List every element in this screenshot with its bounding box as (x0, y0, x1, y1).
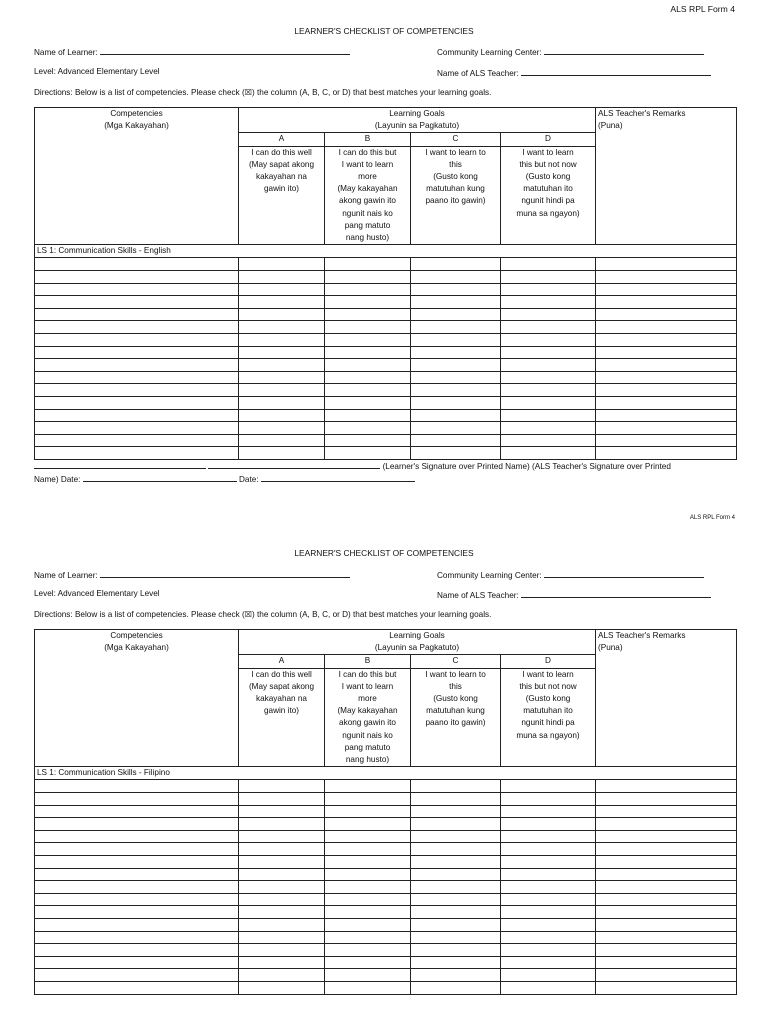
table-row (35, 780, 737, 793)
table-row (35, 258, 737, 271)
remarks-cell[interactable] (596, 918, 737, 931)
check-cell-d[interactable] (501, 893, 596, 906)
check-cell-c[interactable] (411, 258, 501, 271)
table-row (35, 881, 737, 894)
clc-label: Community Learning Center: (437, 48, 542, 57)
remarks-cell[interactable] (596, 956, 737, 969)
section-label: LS 1: Communication Skills - English (35, 245, 737, 258)
check-cell-c[interactable] (411, 780, 501, 793)
remarks-cell[interactable] (596, 334, 737, 347)
competency-cell[interactable] (35, 969, 239, 982)
check-cell-b[interactable] (325, 856, 411, 869)
check-cell-c[interactable] (411, 334, 501, 347)
col-a-letter: A (239, 655, 325, 668)
competency-cell[interactable] (35, 447, 239, 460)
remarks-cell[interactable] (596, 793, 737, 806)
remarks-cell[interactable] (596, 805, 737, 818)
check-cell-a[interactable] (239, 296, 325, 309)
check-cell-d[interactable] (501, 321, 596, 334)
check-cell-c[interactable] (411, 434, 501, 447)
check-cell-a[interactable] (239, 830, 325, 843)
table-row (35, 409, 737, 422)
check-cell-a[interactable] (239, 346, 325, 359)
table-row (35, 321, 737, 334)
check-cell-b[interactable] (325, 868, 411, 881)
competency-cell[interactable] (35, 944, 239, 957)
learner-date-blank[interactable] (83, 473, 237, 482)
competency-cell[interactable] (35, 830, 239, 843)
level-label: Level: Advanced Elementary Level (34, 67, 160, 76)
competency-cell[interactable] (35, 384, 239, 397)
competency-cell[interactable] (35, 931, 239, 944)
competency-table (34, 629, 737, 995)
table-row (35, 422, 737, 435)
check-cell-a[interactable] (239, 371, 325, 384)
check-cell-b[interactable] (325, 447, 411, 460)
check-cell-a[interactable] (239, 805, 325, 818)
check-cell-d[interactable] (501, 981, 596, 994)
check-cell-c[interactable] (411, 271, 501, 284)
learning-goals-header: Learning Goals (Layunin sa Pagkatuto) (239, 108, 596, 133)
col-d-description: I want to learn this but not now (Gusto kong matutuhan ito ngunit hindi pa muna sa ngayon) (501, 668, 596, 767)
competency-cell[interactable] (35, 283, 239, 296)
check-cell-b[interactable] (325, 296, 411, 309)
check-cell-d[interactable] (501, 447, 596, 460)
check-cell-d[interactable] (501, 359, 596, 372)
check-cell-b[interactable] (325, 283, 411, 296)
form-title: LEARNER'S CHECKLIST OF COMPETENCIES (294, 548, 474, 558)
check-cell-c[interactable] (411, 906, 501, 919)
check-cell-a[interactable] (239, 359, 325, 372)
competency-cell[interactable] (35, 780, 239, 793)
check-cell-a[interactable] (239, 956, 325, 969)
check-cell-a[interactable] (239, 793, 325, 806)
check-cell-d[interactable] (501, 396, 596, 409)
check-cell-d[interactable] (501, 346, 596, 359)
check-cell-d[interactable] (501, 969, 596, 982)
table-row (35, 893, 737, 906)
check-cell-c[interactable] (411, 793, 501, 806)
competency-cell[interactable] (35, 805, 239, 818)
check-cell-c[interactable] (411, 422, 501, 435)
table-row (35, 371, 737, 384)
check-cell-d[interactable] (501, 944, 596, 957)
remarks-cell[interactable] (596, 271, 737, 284)
check-cell-d[interactable] (501, 258, 596, 271)
competency-cell[interactable] (35, 856, 239, 869)
check-cell-a[interactable] (239, 906, 325, 919)
competencies-header: Competencies (Mga Kakayahan) (35, 630, 239, 767)
clc-field[interactable] (437, 46, 704, 57)
check-cell-b[interactable] (325, 346, 411, 359)
teacher-name-label: Name of ALS Teacher: (437, 69, 519, 78)
check-cell-b[interactable] (325, 931, 411, 944)
check-cell-c[interactable] (411, 830, 501, 843)
col-a-letter: A (239, 133, 325, 146)
form-title: LEARNER'S CHECKLIST OF COMPETENCIES (294, 26, 474, 36)
competency-cell[interactable] (35, 434, 239, 447)
table-row (35, 346, 737, 359)
teacher-date-blank[interactable] (261, 473, 415, 482)
check-cell-c[interactable] (411, 918, 501, 931)
check-cell-b[interactable] (325, 893, 411, 906)
remarks-cell[interactable] (596, 906, 737, 919)
remarks-cell[interactable] (596, 881, 737, 894)
check-cell-c[interactable] (411, 283, 501, 296)
remarks-cell[interactable] (596, 409, 737, 422)
remarks-cell[interactable] (596, 893, 737, 906)
check-cell-d[interactable] (501, 780, 596, 793)
check-cell-d[interactable] (501, 906, 596, 919)
teacher-name-label: Name of ALS Teacher: (437, 591, 519, 600)
table-row (35, 296, 737, 309)
check-cell-c[interactable] (411, 868, 501, 881)
check-cell-b[interactable] (325, 805, 411, 818)
check-cell-b[interactable] (325, 818, 411, 831)
table-row (35, 830, 737, 843)
check-cell-a[interactable] (239, 931, 325, 944)
check-cell-d[interactable] (501, 384, 596, 397)
teacher-name-blank[interactable] (521, 67, 711, 76)
competency-cell[interactable] (35, 321, 239, 334)
table-row (35, 359, 737, 372)
check-cell-c[interactable] (411, 396, 501, 409)
table-row (35, 969, 737, 982)
check-cell-d[interactable] (501, 434, 596, 447)
check-cell-a[interactable] (239, 856, 325, 869)
check-cell-b[interactable] (325, 359, 411, 372)
check-cell-a[interactable] (239, 271, 325, 284)
check-cell-d[interactable] (501, 308, 596, 321)
remarks-cell[interactable] (596, 384, 737, 397)
check-cell-d[interactable] (501, 422, 596, 435)
competency-table (34, 107, 737, 460)
table-row (35, 384, 737, 397)
col-d-description: I want to learn this but not now (Gusto kong matutuhan ito ngunit hindi pa muna sa ngayon) (501, 146, 596, 245)
table-row (35, 843, 737, 856)
remarks-cell[interactable] (596, 931, 737, 944)
col-d-letter: D (501, 655, 596, 668)
check-cell-b[interactable] (325, 918, 411, 931)
check-cell-a[interactable] (239, 258, 325, 271)
competency-cell[interactable] (35, 396, 239, 409)
check-cell-d[interactable] (501, 856, 596, 869)
check-cell-d[interactable] (501, 881, 596, 894)
table-row (35, 956, 737, 969)
table-row (35, 918, 737, 931)
remarks-cell[interactable] (596, 396, 737, 409)
table-row (35, 447, 737, 460)
check-cell-c[interactable] (411, 944, 501, 957)
table-row (35, 856, 737, 869)
competency-cell[interactable] (35, 818, 239, 831)
check-cell-b[interactable] (325, 956, 411, 969)
check-cell-c[interactable] (411, 409, 501, 422)
directions: Directions: Below is a list of competencies. Please check (☒) the column (A, B, C, or D) that best matches your learning goals. (34, 88, 492, 97)
table-row (35, 818, 737, 831)
table-row (35, 931, 737, 944)
check-cell-c[interactable] (411, 447, 501, 460)
col-a-description: I can do this well (May sapat akong kakayahan na gawin ito) (239, 146, 325, 245)
competency-cell[interactable] (35, 793, 239, 806)
check-cell-d[interactable] (501, 271, 596, 284)
check-cell-d[interactable] (501, 818, 596, 831)
learner-signature-blank[interactable] (34, 460, 206, 469)
check-cell-b[interactable] (325, 780, 411, 793)
check-cell-d[interactable] (501, 956, 596, 969)
table-row (35, 981, 737, 994)
remarks-cell[interactable] (596, 843, 737, 856)
check-cell-c[interactable] (411, 981, 501, 994)
table-row (35, 271, 737, 284)
check-cell-b[interactable] (325, 258, 411, 271)
signature-caption: (Learner's Signature over Printed Name) (ALS Teacher's Signature over Printed (382, 462, 671, 471)
remarks-cell[interactable] (596, 944, 737, 957)
check-cell-d[interactable] (501, 918, 596, 931)
competency-cell[interactable] (35, 371, 239, 384)
remarks-header: ALS Teacher's Remarks (Puna) (596, 108, 737, 245)
remarks-cell[interactable] (596, 283, 737, 296)
check-cell-b[interactable] (325, 422, 411, 435)
check-cell-a[interactable] (239, 422, 325, 435)
check-cell-c[interactable] (411, 893, 501, 906)
remarks-cell[interactable] (596, 856, 737, 869)
table-row (35, 793, 737, 806)
check-cell-b[interactable] (325, 881, 411, 894)
competencies-header: Competencies (Mga Kakayahan) (35, 108, 239, 245)
col-c-letter: C (411, 655, 501, 668)
check-cell-c[interactable] (411, 359, 501, 372)
clc-label: Community Learning Center: (437, 571, 542, 580)
check-cell-a[interactable] (239, 868, 325, 881)
remarks-header: ALS Teacher's Remarks (Puna) (596, 630, 737, 767)
remarks-cell[interactable] (596, 296, 737, 309)
directions: Directions: Below is a list of competencies. Please check (☒) the column (A, B, C, or D) that best matches your learning goals. (34, 610, 492, 619)
check-cell-b[interactable] (325, 906, 411, 919)
check-cell-c[interactable] (411, 931, 501, 944)
form-code: ALS RPL Form 4 (670, 4, 735, 14)
check-cell-a[interactable] (239, 843, 325, 856)
check-cell-b[interactable] (325, 396, 411, 409)
learner-name-blank[interactable] (100, 569, 350, 578)
check-cell-c[interactable] (411, 321, 501, 334)
table-row (35, 434, 737, 447)
table-row (35, 396, 737, 409)
remarks-cell[interactable] (596, 830, 737, 843)
competency-cell[interactable] (35, 346, 239, 359)
check-cell-d[interactable] (501, 931, 596, 944)
check-cell-a[interactable] (239, 881, 325, 894)
check-cell-b[interactable] (325, 321, 411, 334)
check-cell-b[interactable] (325, 409, 411, 422)
check-cell-a[interactable] (239, 944, 325, 957)
section-label: LS 1: Communication Skills - Filipino (35, 767, 737, 780)
check-cell-d[interactable] (501, 830, 596, 843)
check-cell-a[interactable] (239, 321, 325, 334)
competency-cell[interactable] (35, 881, 239, 894)
check-cell-a[interactable] (239, 918, 325, 931)
teacher-date-label: Date: (238, 475, 259, 484)
check-cell-a[interactable] (239, 780, 325, 793)
check-cell-c[interactable] (411, 296, 501, 309)
check-cell-d[interactable] (501, 334, 596, 347)
check-cell-a[interactable] (239, 981, 325, 994)
competency-cell[interactable] (35, 981, 239, 994)
form-code-small: ALS RPL Form 4 (689, 515, 735, 521)
teacher-name-field[interactable] (437, 67, 711, 78)
remarks-cell[interactable] (596, 359, 737, 372)
competency-cell[interactable] (35, 409, 239, 422)
teacher-name-field[interactable] (437, 589, 711, 600)
table-row (35, 283, 737, 296)
check-cell-b[interactable] (325, 843, 411, 856)
remarks-cell[interactable] (596, 308, 737, 321)
col-b-description: I can do this but I want to learn more (May kakayahan akong gawin ito ngunit nais ko pang matuto nang husto) (325, 668, 411, 767)
col-c-letter: C (411, 133, 501, 146)
level-label: Level: Advanced Elementary Level (34, 589, 160, 598)
table-row (35, 944, 737, 957)
table-row (35, 334, 737, 347)
check-cell-b[interactable] (325, 271, 411, 284)
clc-blank[interactable] (544, 569, 704, 578)
check-cell-b[interactable] (325, 434, 411, 447)
competency-cell[interactable] (35, 893, 239, 906)
check-cell-c[interactable] (411, 371, 501, 384)
check-cell-b[interactable] (325, 793, 411, 806)
competency-cell[interactable] (35, 334, 239, 347)
remarks-cell[interactable] (596, 346, 737, 359)
learner-date-label: Name) Date: (34, 475, 81, 484)
table-row (35, 868, 737, 881)
remarks-cell[interactable] (596, 818, 737, 831)
col-b-letter: B (325, 133, 411, 146)
col-a-description: I can do this well (May sapat akong kakayahan na gawin ito) (239, 668, 325, 767)
competency-cell[interactable] (35, 271, 239, 284)
teacher-signature-blank[interactable] (208, 460, 380, 469)
check-cell-a[interactable] (239, 893, 325, 906)
learner-name-label: Name of Learner: (34, 571, 98, 580)
remarks-cell[interactable] (596, 371, 737, 384)
competency-cell[interactable] (35, 956, 239, 969)
learner-name-field[interactable] (34, 46, 350, 57)
check-cell-b[interactable] (325, 384, 411, 397)
check-cell-c[interactable] (411, 956, 501, 969)
remarks-cell[interactable] (596, 447, 737, 460)
check-cell-c[interactable] (411, 805, 501, 818)
competency-cell[interactable] (35, 308, 239, 321)
check-cell-b[interactable] (325, 969, 411, 982)
remarks-cell[interactable] (596, 969, 737, 982)
competency-cell[interactable] (35, 918, 239, 931)
check-cell-c[interactable] (411, 346, 501, 359)
check-cell-d[interactable] (501, 283, 596, 296)
remarks-cell[interactable] (596, 258, 737, 271)
competency-cell[interactable] (35, 906, 239, 919)
competency-cell[interactable] (35, 868, 239, 881)
check-cell-b[interactable] (325, 981, 411, 994)
competency-cell[interactable] (35, 843, 239, 856)
check-cell-a[interactable] (239, 434, 325, 447)
competency-cell[interactable] (35, 422, 239, 435)
check-cell-a[interactable] (239, 334, 325, 347)
check-cell-b[interactable] (325, 944, 411, 957)
check-cell-a[interactable] (239, 396, 325, 409)
check-cell-d[interactable] (501, 793, 596, 806)
check-cell-c[interactable] (411, 856, 501, 869)
learner-name-field[interactable] (34, 569, 350, 580)
check-cell-a[interactable] (239, 384, 325, 397)
check-cell-c[interactable] (411, 384, 501, 397)
check-cell-b[interactable] (325, 308, 411, 321)
table-row (35, 805, 737, 818)
clc-blank[interactable] (544, 46, 704, 55)
check-cell-c[interactable] (411, 881, 501, 894)
check-cell-b[interactable] (325, 334, 411, 347)
remarks-cell[interactable] (596, 434, 737, 447)
teacher-name-blank[interactable] (521, 589, 711, 598)
col-c-description: I want to learn to this (Gusto kong matutuhan kung paano ito gawin) (411, 668, 501, 767)
check-cell-a[interactable] (239, 818, 325, 831)
remarks-cell[interactable] (596, 780, 737, 793)
check-cell-a[interactable] (239, 308, 325, 321)
check-cell-c[interactable] (411, 969, 501, 982)
table-row (35, 308, 737, 321)
table-row (35, 906, 737, 919)
learner-name-label: Name of Learner: (34, 48, 98, 57)
competency-cell[interactable] (35, 359, 239, 372)
col-b-description: I can do this but I want to learn more (May kakayahan akong gawin ito ngunit nais ko pang matuto nang husto) (325, 146, 411, 245)
learner-name-blank[interactable] (100, 46, 350, 55)
check-cell-c[interactable] (411, 308, 501, 321)
check-cell-a[interactable] (239, 409, 325, 422)
check-cell-c[interactable] (411, 843, 501, 856)
clc-field[interactable] (437, 569, 704, 580)
check-cell-b[interactable] (325, 371, 411, 384)
check-cell-d[interactable] (501, 843, 596, 856)
check-cell-b[interactable] (325, 830, 411, 843)
learning-goals-header: Learning Goals (Layunin sa Pagkatuto) (239, 630, 596, 655)
check-cell-a[interactable] (239, 969, 325, 982)
remarks-cell[interactable] (596, 422, 737, 435)
check-cell-d[interactable] (501, 868, 596, 881)
col-b-letter: B (325, 655, 411, 668)
competency-cell[interactable] (35, 296, 239, 309)
check-cell-a[interactable] (239, 447, 325, 460)
check-cell-d[interactable] (501, 296, 596, 309)
remarks-cell[interactable] (596, 868, 737, 881)
col-c-description: I want to learn to this (Gusto kong matutuhan kung paano ito gawin) (411, 146, 501, 245)
check-cell-a[interactable] (239, 283, 325, 296)
remarks-cell[interactable] (596, 321, 737, 334)
col-d-letter: D (501, 133, 596, 146)
competency-cell[interactable] (35, 258, 239, 271)
check-cell-c[interactable] (411, 818, 501, 831)
signature-block (34, 460, 734, 486)
check-cell-d[interactable] (501, 371, 596, 384)
remarks-cell[interactable] (596, 981, 737, 994)
check-cell-d[interactable] (501, 805, 596, 818)
check-cell-d[interactable] (501, 409, 596, 422)
